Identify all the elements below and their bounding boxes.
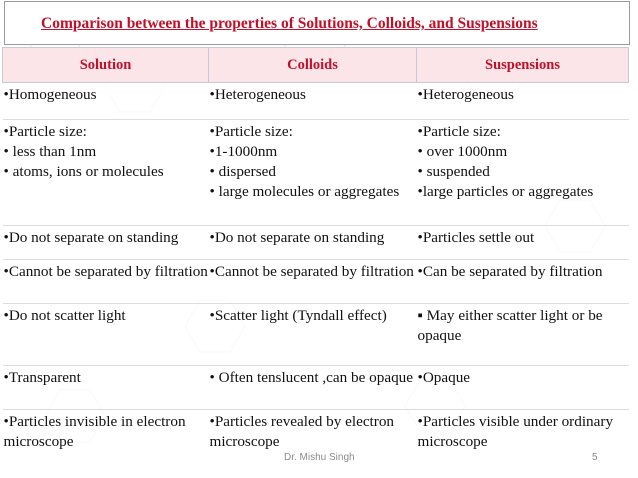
slide-title: Comparison between the properties of Solutions, Colloids, and Suspensions bbox=[41, 15, 538, 32]
cell-suspensions: •Particles visible under ordinary microscope bbox=[417, 410, 629, 454]
page-number: 5 bbox=[592, 452, 598, 463]
title-box bbox=[4, 1, 630, 45]
comparison-table bbox=[2, 47, 629, 454]
cell-colloids: •Particle size: •1-1000nm • dispersed • large molecules or aggregates bbox=[209, 120, 417, 226]
cell-solution: •Transparent bbox=[3, 366, 209, 410]
cell-suspensions: ▪ May either scatter light or be opaque bbox=[417, 304, 629, 366]
row-transparency bbox=[3, 366, 629, 410]
header-solution: Solution bbox=[3, 48, 209, 83]
cell-suspensions: •Particle size: • over 1000nm • suspended •large particles or aggregates bbox=[417, 120, 629, 226]
header-suspensions: Suspensions bbox=[417, 48, 629, 83]
cell-solution: •Particles invisible in electron microscope bbox=[3, 410, 209, 454]
cell-solution: •Homogeneous bbox=[3, 83, 209, 120]
row-homogeneity bbox=[3, 83, 629, 120]
cell-solution: •Particle size: • less than 1nm • atoms, ions or molecules bbox=[3, 120, 209, 226]
cell-suspensions: •Can be separated by filtration bbox=[417, 260, 629, 304]
cell-colloids: •Do not separate on standing bbox=[209, 226, 417, 260]
cell-colloids: •Heterogeneous bbox=[209, 83, 417, 120]
cell-solution: •Cannot be separated by filtration bbox=[3, 260, 209, 304]
header-colloids: Colloids bbox=[209, 48, 417, 83]
row-particle-size bbox=[3, 120, 629, 226]
cell-solution: •Do not scatter light bbox=[3, 304, 209, 366]
cell-colloids: •Scatter light (Tyndall effect) bbox=[209, 304, 417, 366]
cell-suspensions: •Heterogeneous bbox=[417, 83, 629, 120]
row-light-scattering bbox=[3, 304, 629, 366]
cell-suspensions: •Opaque bbox=[417, 366, 629, 410]
row-microscope bbox=[3, 410, 629, 454]
cell-colloids: • Often tenslucent ,can be opaque bbox=[209, 366, 417, 410]
cell-colloids: •Cannot be separated by filtration bbox=[209, 260, 417, 304]
row-standing bbox=[3, 226, 629, 260]
cell-solution: •Do not separate on standing bbox=[3, 226, 209, 260]
cell-colloids: •Particles revealed by electron microscope bbox=[209, 410, 417, 454]
cell-suspensions: •Particles settle out bbox=[417, 226, 629, 260]
header-row bbox=[3, 48, 629, 83]
footer-author: Dr. Mishu Singh bbox=[284, 452, 355, 463]
row-filtration bbox=[3, 260, 629, 304]
